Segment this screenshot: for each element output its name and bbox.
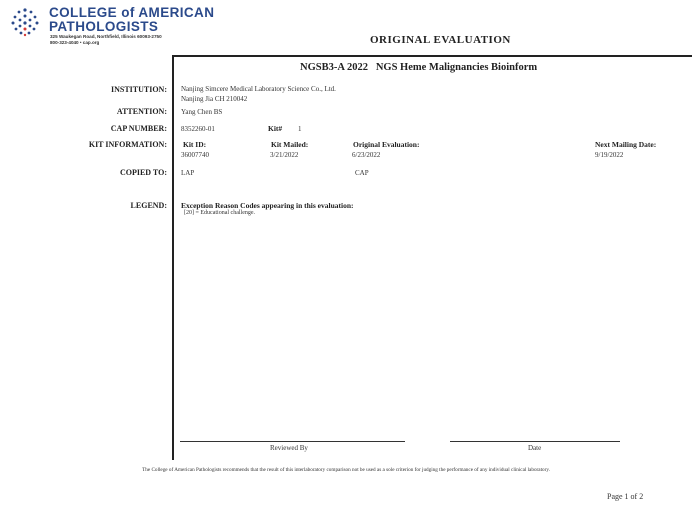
copied-to-label: COPIED TO: [119, 168, 167, 177]
original-evaluation-value: 6/23/2022 [352, 151, 381, 159]
program-title [300, 62, 537, 73]
cap-logo-icon [10, 7, 40, 37]
kit-id-label: Kit ID: [183, 140, 207, 149]
date-line [450, 441, 620, 442]
kit-id-value: 36007740 [181, 151, 209, 159]
kit-number-value: 1 [298, 125, 302, 133]
left-column-divider [172, 55, 174, 460]
kit-number-label: Kit# [268, 124, 283, 133]
copied-to-cap: CAP [355, 169, 369, 177]
cap-number-label: CAP NUMBER: [110, 124, 167, 133]
next-mailing-date-label: Next Mailing Date: [595, 140, 657, 149]
header-divider [172, 55, 692, 57]
attention-label: ATTENTION: [116, 107, 167, 116]
institution-label: INSTITUTION: [110, 85, 167, 94]
next-mailing-date-value: 9/19/2022 [595, 151, 624, 159]
attention-value: Yang Chen BS [181, 108, 223, 116]
copied-to-lap: LAP [181, 169, 195, 177]
cap-number-value: 8352260-01 [181, 125, 215, 133]
institution-name: Nanjing Simcere Medical Laboratory Science Co., Ltd. [181, 85, 336, 93]
program-code: NGSB3-A 2022 [300, 62, 368, 73]
legend-title: Exception Reason Codes appearing in this evaluation: [181, 201, 354, 210]
page-number: Page 1 of 2 [607, 492, 644, 501]
date-label: Date [528, 444, 542, 452]
document-title: ORIGINAL EVALUATION [370, 34, 511, 46]
reviewed-by-label: Reviewed By [270, 444, 308, 452]
org-name-line2: PATHOLOGISTS [49, 19, 159, 34]
kit-information-label: KIT INFORMATION: [88, 140, 167, 149]
program-name: NGS Heme Malignancies Bioinform [375, 62, 538, 73]
org-name-line1: COLLEGE of AMERICAN [49, 5, 215, 20]
kit-mailed-value: 3/21/2022 [270, 151, 299, 159]
legend-item: [20] = Educational challenge. [184, 210, 256, 216]
org-address: 325 Waukegan Road, Northfield, Illinois 60093-2750 [50, 34, 162, 39]
footer-disclaimer: The College of American Pathologists recommends that the result of this interlaboratory comparison not be used as a sole criterion for judging the performance of any individual clinical laboratory. [142, 467, 550, 473]
original-evaluation-label: Original Evaluation: [353, 140, 420, 149]
institution-address: Nanjing Jia CH 210042 [181, 95, 248, 103]
legend-label: LEGEND: [130, 201, 167, 210]
reviewed-by-line [180, 441, 405, 442]
org-contact: 800-323-4040 • cap.org [50, 40, 100, 45]
kit-mailed-label: Kit Mailed: [271, 140, 309, 149]
